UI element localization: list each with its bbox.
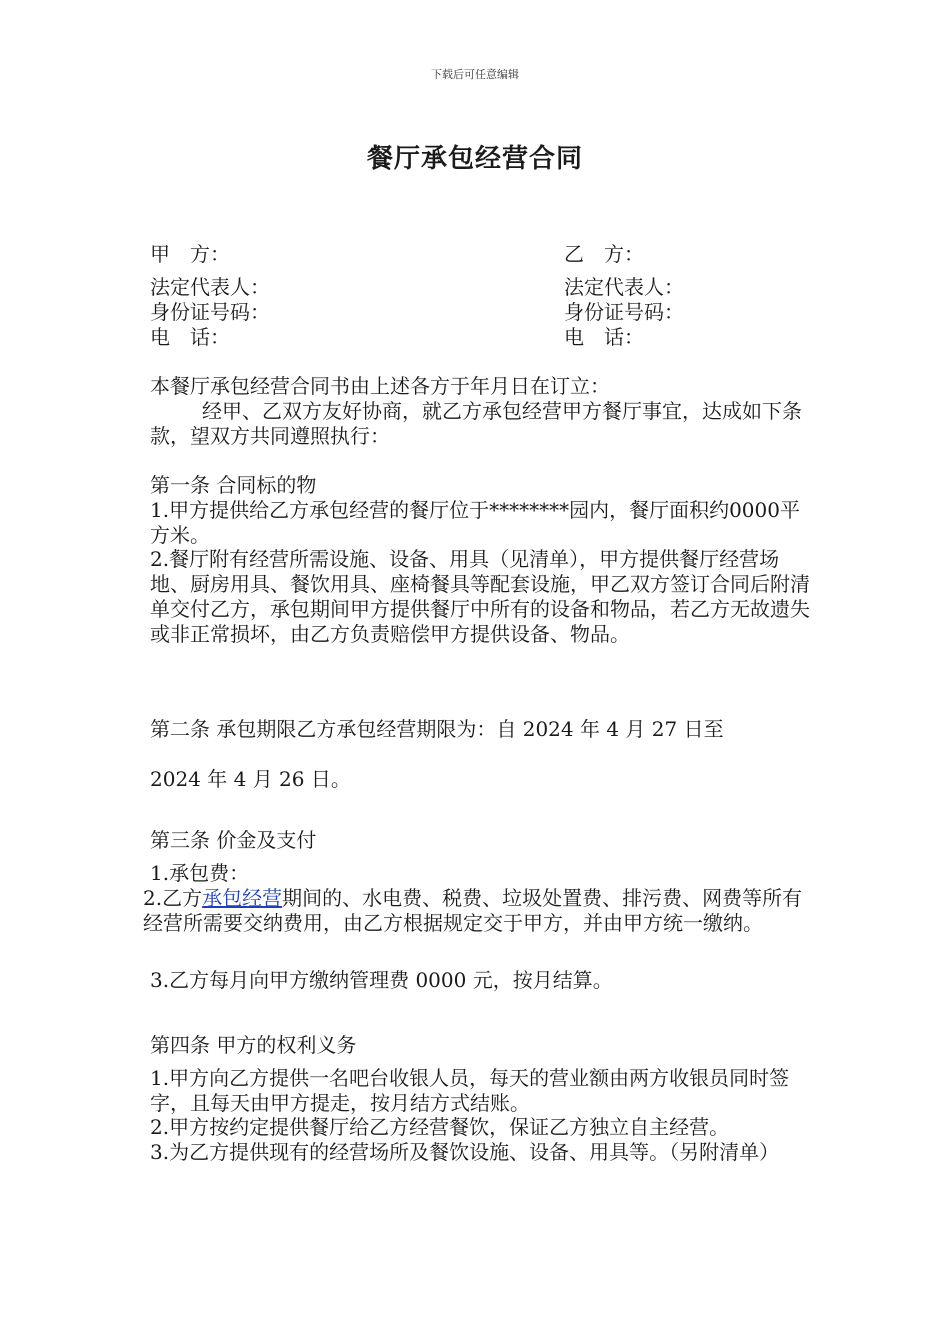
article-1-item-2: 2.餐厅附有经营所需设施、设备、用具（见清单），甲方提供餐厅经营场地、厨房用具、餐饮用具、座椅餐具等配套设施，甲乙双方签订合同后附清单交付乙方，承包期间甲方提供餐厅中所有的设备和物品，若乙方无故遗失或非正常损坏，由乙方负责赔偿甲方提供设备、物品。 — [150, 547, 810, 646]
party-a-name: 甲 方： — [150, 242, 230, 266]
article-3-heading: 第三条 价金及支付 — [150, 828, 317, 852]
article-4-item-1: 1.甲方向乙方提供一名吧台收银人员，每天的营业额由两方收银员同时签字，且每天由甲方提走，按月结方式结账。 — [150, 1066, 790, 1115]
article-3-item-2 — [143, 886, 810, 936]
party-b-phone: 电 话： — [564, 325, 644, 349]
party-b-block — [564, 242, 684, 350]
article-4-item-2: 2.甲方按约定提供餐厅给乙方经营餐饮，保证乙方独立自主经营。 — [150, 1115, 730, 1139]
contract-link[interactable]: 承包经营 — [202, 886, 283, 910]
header-note: 下载后可任意编辑 — [431, 68, 519, 81]
intro-line-1: 本餐厅承包经营合同书由上述各方于年月日在订立： — [150, 374, 610, 398]
party-b-id: 身份证号码： — [564, 300, 684, 324]
article-4-heading: 第四条 甲方的权利义务 — [150, 1033, 357, 1057]
party-a-block — [150, 242, 270, 350]
party-a-id: 身份证号码： — [150, 300, 270, 324]
article-4-item-3: 3.为乙方提供现有的经营场所及餐饮设施、设备、用具等。（另附清单） — [150, 1140, 780, 1164]
intro-line-2: 经甲、乙双方友好协商，就乙方承包经营甲方餐厅事宜，达成如下条款，望双方共同遵照执行： — [150, 399, 802, 448]
article-2-line-2: 2024 年 4 月 26 日。 — [150, 767, 351, 791]
article-1-item-1: 1.甲方提供给乙方承包经营的餐厅位于********园内，餐厅面积约0000平方米。 — [150, 498, 800, 547]
article-3-item-1: 1.承包费： — [150, 861, 250, 885]
article-3-item-2-post: 期间的、水电费、税费、垃圾处置费、排污费、网费等所有经营所需要交纳费用，由乙方根据规定交于甲方，并由甲方统一缴纳。 — [143, 886, 803, 935]
party-a-phone: 电 话： — [150, 325, 230, 349]
document-title: 餐厅承包经营合同 — [366, 144, 583, 174]
party-b-rep: 法定代表人： — [564, 275, 684, 299]
article-3-item-2-pre: 2.乙方 — [143, 886, 203, 910]
party-a-rep: 法定代表人： — [150, 275, 270, 299]
party-b-name: 乙 方： — [564, 242, 644, 266]
article-2-line-1: 第二条 承包期限乙方承包经营期限为：自 2024 年 4 月 27 日至 — [150, 717, 724, 741]
article-3-item-3: 3.乙方每月向甲方缴纳管理费 0000 元，按月结算。 — [150, 968, 613, 992]
article-1-heading: 第一条 合同标的物 — [150, 473, 317, 497]
